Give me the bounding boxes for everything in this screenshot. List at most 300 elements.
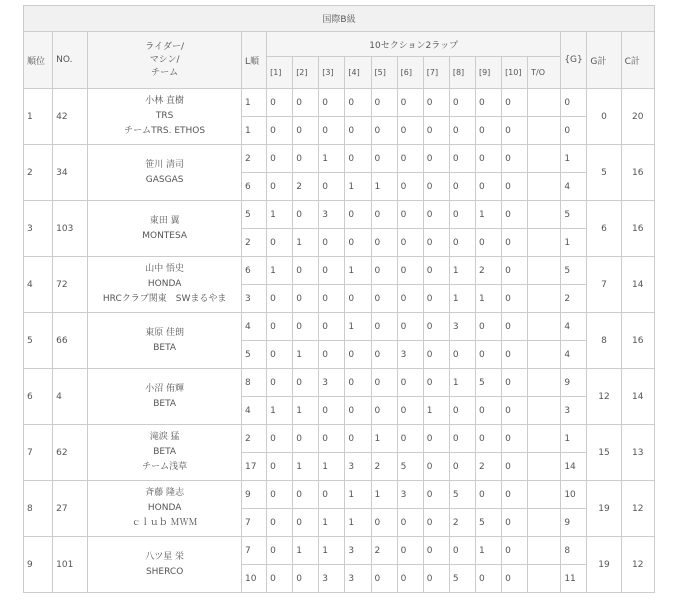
section-score-cell: 0 <box>319 341 345 369</box>
section-score-cell <box>528 537 561 565</box>
table-row <box>24 425 655 453</box>
section-score-cell: 0 <box>475 117 501 145</box>
section-score-cell: 0 <box>449 229 475 257</box>
rank-cell: 1 <box>24 89 53 145</box>
section-score-cell: 0 <box>423 425 449 453</box>
section-score-cell: 0 <box>502 509 528 537</box>
section-score-cell: 0 <box>502 173 528 201</box>
section-score-cell: 1 <box>319 537 345 565</box>
section-score-cell <box>528 229 561 257</box>
section-score-cell: 0 <box>345 201 371 229</box>
section-score-cell: 1 <box>345 509 371 537</box>
section-score-cell: 0 <box>371 257 397 285</box>
section-score-cell: 0 <box>319 89 345 117</box>
section-score-cell: 0 <box>449 201 475 229</box>
section-score-cell: 0 <box>293 425 319 453</box>
rank-cell: 6 <box>24 369 53 425</box>
section-score-cell: 3 <box>319 369 345 397</box>
rank-cell: 8 <box>24 481 53 537</box>
machine-name: BETA <box>153 342 177 353</box>
machine-name: GASGAS <box>145 174 184 185</box>
g-total-cell: 0 <box>587 89 621 145</box>
section-score-cell: 0 <box>293 257 319 285</box>
section-score-cell: 1 <box>293 453 319 481</box>
section-score-cell: 0 <box>449 537 475 565</box>
number-cell: 103 <box>53 201 88 257</box>
section-score-cell: 0 <box>319 173 345 201</box>
section-score-cell: 0 <box>293 313 319 341</box>
section-score-cell: 0 <box>449 425 475 453</box>
section-score-cell: 0 <box>475 89 501 117</box>
c-total-cell: 16 <box>621 145 654 201</box>
g-total-cell: 5 <box>587 145 621 201</box>
section-score-cell: 1 <box>475 201 501 229</box>
section-score-cell: 3 <box>397 341 423 369</box>
section-score-cell: 0 <box>397 145 423 173</box>
rank-cell: 9 <box>24 537 53 593</box>
lap-order-cell: 1 <box>241 117 266 145</box>
section-score-cell: 1 <box>293 537 319 565</box>
rider-info-cell <box>88 257 242 313</box>
section-score-cell: 0 <box>371 285 397 313</box>
sections-title: 10セクション2ラップ <box>267 32 561 57</box>
rider-info-cell <box>88 313 242 369</box>
g-total-cell: 7 <box>587 257 621 313</box>
section-score-cell <box>528 285 561 313</box>
machine-name: HONDA <box>147 279 182 289</box>
machine-name: SHERCO <box>145 566 184 577</box>
number-cell: 4 <box>53 369 88 425</box>
section-score-cell: 0 <box>475 425 501 453</box>
section-score-cell: 0 <box>475 565 501 593</box>
section-score-cell: 0 <box>423 173 449 201</box>
number-header: NO. <box>53 32 88 89</box>
group-score-cell: 1 <box>561 145 587 173</box>
section-score-cell: 0 <box>397 425 423 453</box>
section-score-cell: 0 <box>475 313 501 341</box>
section-score-cell: 1 <box>293 397 319 425</box>
section-score-cell: 0 <box>345 117 371 145</box>
section-score-cell: 2 <box>371 537 397 565</box>
section-score-cell: 0 <box>423 201 449 229</box>
group-header: {G} <box>561 32 587 89</box>
c-total-cell: 20 <box>621 89 654 145</box>
number-cell: 101 <box>53 537 88 593</box>
c-total-cell: 13 <box>621 425 654 481</box>
team-name: チーム浅草 <box>142 462 188 472</box>
section-score-cell: 0 <box>371 89 397 117</box>
lap-order-cell: 6 <box>241 173 266 201</box>
section-score-cell: 0 <box>267 313 293 341</box>
section-header-11: T/O <box>528 57 561 89</box>
lap-order-cell: 4 <box>241 397 266 425</box>
section-score-cell: 0 <box>267 173 293 201</box>
section-score-cell: 0 <box>293 285 319 313</box>
rider-name: 小林 直樹 <box>145 96 185 106</box>
group-score-cell: 0 <box>561 117 587 145</box>
section-score-cell: 5 <box>475 369 501 397</box>
table-row <box>24 313 655 341</box>
section-score-cell: 5 <box>475 509 501 537</box>
section-score-cell: 0 <box>423 89 449 117</box>
section-score-cell: 0 <box>397 537 423 565</box>
team-name: ｃｌｕｂ ＭＷＭ <box>131 518 198 528</box>
lap-order-cell: 4 <box>241 313 266 341</box>
rider-name: 山中 悟史 <box>145 264 185 274</box>
team-name: HRCクラブ関東 SWまるやま <box>102 294 227 304</box>
section-score-cell: 1 <box>371 173 397 201</box>
g-total-cell: 6 <box>587 201 621 257</box>
section-score-cell: 1 <box>293 341 319 369</box>
lap-order-cell: 10 <box>241 565 266 593</box>
section-score-cell: 1 <box>345 313 371 341</box>
results-table <box>23 5 655 593</box>
section-score-cell: 0 <box>293 509 319 537</box>
section-score-cell: 3 <box>397 481 423 509</box>
rider-info-cell <box>88 537 242 593</box>
section-score-cell: 0 <box>502 257 528 285</box>
lap-order-cell: 2 <box>241 229 266 257</box>
rank-cell: 3 <box>24 201 53 257</box>
section-score-cell: 0 <box>502 117 528 145</box>
machine-name: MONTESA <box>142 230 188 241</box>
machine-name: BETA <box>153 398 177 409</box>
section-score-cell: 0 <box>502 201 528 229</box>
section-score-cell: 1 <box>371 481 397 509</box>
section-score-cell: 2 <box>475 453 501 481</box>
section-score-cell: 0 <box>267 341 293 369</box>
rider-info-cell <box>88 89 242 145</box>
section-score-cell: 0 <box>267 117 293 145</box>
section-score-cell: 0 <box>423 117 449 145</box>
g-total-cell: 8 <box>587 313 621 369</box>
section-score-cell: 0 <box>449 173 475 201</box>
section-score-cell: 0 <box>319 285 345 313</box>
section-score-cell: 0 <box>345 89 371 117</box>
rank-cell: 7 <box>24 425 53 481</box>
rider-name: 東田 翼 <box>149 215 180 226</box>
table-row <box>24 145 655 173</box>
section-score-cell: 0 <box>371 509 397 537</box>
section-score-cell: 5 <box>449 481 475 509</box>
section-score-cell: 0 <box>345 229 371 257</box>
section-score-cell: 0 <box>371 117 397 145</box>
section-score-cell: 0 <box>475 229 501 257</box>
section-score-cell: 0 <box>293 481 319 509</box>
section-score-cell: 0 <box>397 257 423 285</box>
section-score-cell: 0 <box>397 229 423 257</box>
section-score-cell <box>528 201 561 229</box>
section-score-cell: 0 <box>423 145 449 173</box>
section-score-cell: 0 <box>319 229 345 257</box>
section-score-cell: 0 <box>319 397 345 425</box>
section-score-cell: 0 <box>293 565 319 593</box>
section-score-cell: 0 <box>423 481 449 509</box>
section-score-cell <box>528 509 561 537</box>
c-total-cell: 16 <box>621 201 654 257</box>
section-score-cell: 0 <box>502 229 528 257</box>
section-score-cell <box>528 453 561 481</box>
section-score-cell: 0 <box>293 117 319 145</box>
section-score-cell: 2 <box>371 453 397 481</box>
lap-order-cell: 7 <box>241 537 266 565</box>
section-score-cell: 0 <box>345 425 371 453</box>
table-row <box>24 257 655 285</box>
section-score-cell: 0 <box>293 369 319 397</box>
lap-order-cell: 5 <box>241 201 266 229</box>
rider-info-cell <box>88 425 242 481</box>
section-score-cell: 0 <box>502 481 528 509</box>
section-score-cell: 0 <box>345 341 371 369</box>
table-row <box>24 537 655 565</box>
group-score-cell: 0 <box>561 89 587 117</box>
section-score-cell: 0 <box>423 509 449 537</box>
g-total-cell: 12 <box>587 369 621 425</box>
section-score-cell: 1 <box>475 285 501 313</box>
section-score-cell: 5 <box>397 453 423 481</box>
section-score-cell: 0 <box>423 565 449 593</box>
section-score-cell: 3 <box>345 565 371 593</box>
section-score-cell <box>528 341 561 369</box>
section-score-cell: 0 <box>293 89 319 117</box>
rider-name: 笹川 清司 <box>145 159 185 170</box>
section-score-cell: 0 <box>319 117 345 145</box>
g-total-header: G計 <box>587 32 621 89</box>
section-score-cell: 1 <box>267 257 293 285</box>
section-score-cell: 0 <box>293 145 319 173</box>
section-score-cell: 0 <box>423 537 449 565</box>
number-cell: 42 <box>53 89 88 145</box>
class-title: 国際B級 <box>24 6 655 32</box>
section-score-cell: 0 <box>502 369 528 397</box>
rank-cell: 2 <box>24 145 53 201</box>
section-score-cell: 0 <box>502 453 528 481</box>
section-score-cell: 3 <box>449 313 475 341</box>
section-score-cell: 0 <box>423 285 449 313</box>
rider-header-line: ライダー/ <box>145 41 184 52</box>
section-score-cell <box>528 397 561 425</box>
section-header-2: [2] <box>293 57 319 89</box>
table-row <box>24 481 655 509</box>
section-score-cell: 0 <box>267 369 293 397</box>
section-score-cell: 2 <box>475 257 501 285</box>
group-score-cell: 1 <box>561 425 587 453</box>
c-total-header: C計 <box>621 32 654 89</box>
section-score-cell: 0 <box>267 453 293 481</box>
section-score-cell: 1 <box>293 229 319 257</box>
section-score-cell: 0 <box>475 173 501 201</box>
section-score-cell: 1 <box>449 285 475 313</box>
section-score-cell: 0 <box>475 341 501 369</box>
rider-name: 滝淚 猛 <box>149 432 180 442</box>
section-score-cell: 1 <box>371 425 397 453</box>
section-score-cell: 0 <box>345 145 371 173</box>
group-score-cell: 11 <box>561 565 587 593</box>
section-score-cell <box>528 173 561 201</box>
section-score-cell: 1 <box>449 369 475 397</box>
section-header-3: [3] <box>319 57 345 89</box>
section-header-7: [7] <box>423 57 449 89</box>
section-score-cell: 0 <box>502 285 528 313</box>
section-score-cell: 0 <box>267 145 293 173</box>
section-score-cell: 1 <box>319 453 345 481</box>
section-score-cell: 0 <box>345 369 371 397</box>
rider-name: 小沼 侑輝 <box>145 383 185 394</box>
section-header-5: [5] <box>371 57 397 89</box>
lap-order-cell: 6 <box>241 257 266 285</box>
section-score-cell: 0 <box>267 481 293 509</box>
section-score-cell: 0 <box>449 117 475 145</box>
section-score-cell: 0 <box>397 369 423 397</box>
section-score-cell: 0 <box>267 565 293 593</box>
section-score-cell: 3 <box>319 201 345 229</box>
section-score-cell: 0 <box>397 313 423 341</box>
machine-name: HONDA <box>147 503 182 513</box>
rider-name: 東原 佳朗 <box>145 327 185 338</box>
section-score-cell: 1 <box>267 397 293 425</box>
section-header-10: [10] <box>502 57 528 89</box>
section-score-cell: 0 <box>371 145 397 173</box>
number-cell: 72 <box>53 257 88 313</box>
section-score-cell: 0 <box>371 229 397 257</box>
section-score-cell <box>528 369 561 397</box>
section-score-cell: 0 <box>267 537 293 565</box>
group-score-cell: 10 <box>561 481 587 509</box>
section-score-cell: 0 <box>397 285 423 313</box>
section-score-cell: 0 <box>397 565 423 593</box>
rank-cell: 4 <box>24 257 53 313</box>
section-score-cell: 0 <box>371 565 397 593</box>
group-score-cell: 3 <box>561 397 587 425</box>
team-name: チームTRS. ETHOS <box>124 126 206 136</box>
lap-order-cell: 5 <box>241 341 266 369</box>
rider-name: 八ツ星 栄 <box>145 551 185 562</box>
section-score-cell: 0 <box>502 537 528 565</box>
section-header-6: [6] <box>397 57 423 89</box>
section-score-cell: 0 <box>449 341 475 369</box>
c-total-cell: 14 <box>621 369 654 425</box>
lap-order-cell: 7 <box>241 509 266 537</box>
section-score-cell: 0 <box>423 341 449 369</box>
group-score-cell: 4 <box>561 341 587 369</box>
section-score-cell: 0 <box>449 453 475 481</box>
team-header-line: チーム <box>151 67 179 78</box>
rider-info-cell <box>88 145 242 201</box>
section-score-cell: 0 <box>267 89 293 117</box>
section-header-4: [4] <box>345 57 371 89</box>
section-score-cell: 1 <box>423 397 449 425</box>
group-score-cell: 5 <box>561 257 587 285</box>
section-score-cell: 0 <box>423 257 449 285</box>
section-score-cell: 0 <box>397 173 423 201</box>
rider-name: 斉藤 隆志 <box>145 488 185 498</box>
group-score-cell: 4 <box>561 173 587 201</box>
section-score-cell: 1 <box>319 509 345 537</box>
section-score-cell: 0 <box>423 313 449 341</box>
section-score-cell: 3 <box>319 565 345 593</box>
lap-order-cell: 17 <box>241 453 266 481</box>
lap-order-cell: 2 <box>241 425 266 453</box>
section-score-cell: 5 <box>449 565 475 593</box>
section-header-9: [9] <box>475 57 501 89</box>
section-header-8: [8] <box>449 57 475 89</box>
rider-info-cell <box>88 369 242 425</box>
lap-order-header: L順 <box>241 32 266 89</box>
section-score-cell <box>528 145 561 173</box>
table-row <box>24 89 655 117</box>
lap-order-cell: 9 <box>241 481 266 509</box>
section-score-cell: 0 <box>449 397 475 425</box>
section-score-cell: 1 <box>267 201 293 229</box>
section-score-cell: 0 <box>345 285 371 313</box>
section-score-cell: 0 <box>423 369 449 397</box>
section-score-cell: 0 <box>423 453 449 481</box>
section-score-cell: 1 <box>345 257 371 285</box>
number-cell: 34 <box>53 145 88 201</box>
section-header-1: [1] <box>267 57 293 89</box>
section-score-cell: 0 <box>371 313 397 341</box>
section-score-cell: 0 <box>502 397 528 425</box>
section-score-cell: 0 <box>371 341 397 369</box>
lap-order-cell: 2 <box>241 145 266 173</box>
rank-header: 順位 <box>24 32 53 89</box>
group-score-cell: 1 <box>561 229 587 257</box>
section-score-cell: 0 <box>423 229 449 257</box>
group-score-cell: 5 <box>561 201 587 229</box>
section-score-cell <box>528 257 561 285</box>
section-score-cell: 1 <box>319 145 345 173</box>
section-score-cell: 0 <box>475 145 501 173</box>
section-score-cell: 0 <box>449 89 475 117</box>
section-score-cell: 2 <box>293 173 319 201</box>
group-score-cell: 14 <box>561 453 587 481</box>
section-score-cell: 0 <box>475 397 501 425</box>
section-score-cell <box>528 117 561 145</box>
number-cell: 62 <box>53 425 88 481</box>
machine-name: BETA <box>153 447 177 457</box>
g-total-cell: 19 <box>587 537 621 593</box>
section-score-cell <box>528 565 561 593</box>
c-total-cell: 12 <box>621 537 654 593</box>
group-score-cell: 9 <box>561 509 587 537</box>
g-total-cell: 15 <box>587 425 621 481</box>
rider-info-cell <box>88 201 242 257</box>
section-score-cell: 0 <box>502 565 528 593</box>
section-score-cell: 0 <box>502 89 528 117</box>
section-score-cell: 0 <box>267 285 293 313</box>
c-total-cell: 16 <box>621 313 654 369</box>
section-score-cell: 0 <box>371 369 397 397</box>
section-score-cell: 0 <box>371 397 397 425</box>
rank-cell: 5 <box>24 313 53 369</box>
c-total-cell: 14 <box>621 257 654 313</box>
table-row <box>24 369 655 397</box>
section-score-cell: 0 <box>475 481 501 509</box>
section-score-cell: 3 <box>345 453 371 481</box>
section-score-cell: 0 <box>502 425 528 453</box>
section-score-cell: 2 <box>449 509 475 537</box>
section-score-cell: 0 <box>449 145 475 173</box>
section-score-cell: 0 <box>397 89 423 117</box>
section-score-cell: 0 <box>397 509 423 537</box>
lap-order-cell: 1 <box>241 89 266 117</box>
group-score-cell: 4 <box>561 313 587 341</box>
section-score-cell: 0 <box>267 229 293 257</box>
section-score-cell: 0 <box>397 201 423 229</box>
section-score-cell: 3 <box>345 537 371 565</box>
group-score-cell: 8 <box>561 537 587 565</box>
number-cell: 27 <box>53 481 88 537</box>
